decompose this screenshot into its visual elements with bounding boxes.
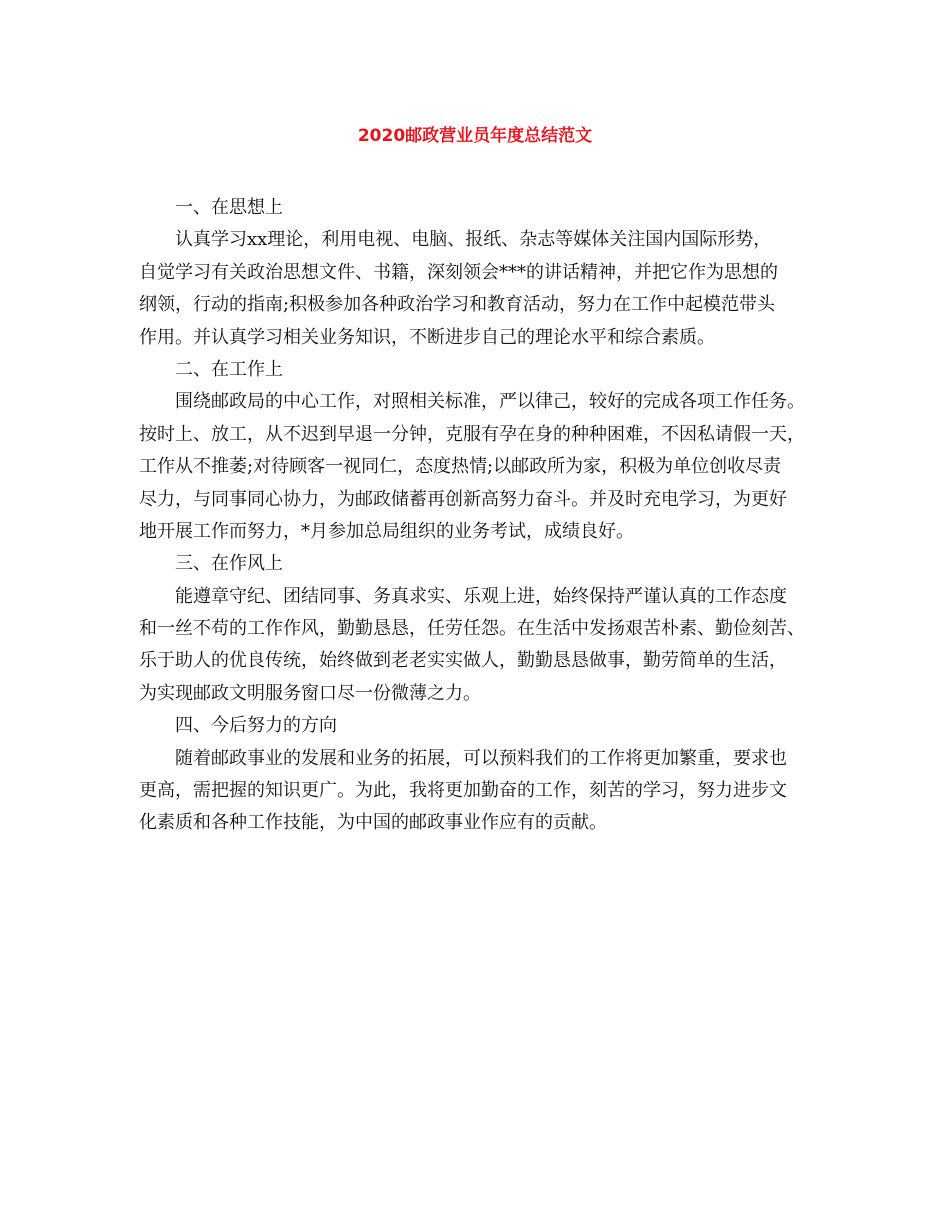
section-heading-style: 三、在作风上 xyxy=(175,553,283,575)
paragraph-line: 围绕邮政局的中心工作，对照相关标准，严以律己，较好的完成各项工作任务。 xyxy=(175,391,805,413)
paragraph-line: 随着邮政事业的发展和业务的拓展，可以预料我们的工作将更加繁重，要求也 xyxy=(175,747,787,769)
document-title: 2020邮政营业员年度总结范文 xyxy=(357,126,593,146)
paragraph-line: 更高，需把握的知识更广。为此，我将更加勤奋的工作，刻苦的学习，努力进步文 xyxy=(139,780,787,802)
paragraph-line: 尽力，与同事同心协力，为邮政储蓄再创新高努力奋斗。并及时充电学习，为更好 xyxy=(139,488,787,510)
paragraph-line: 认真学习xx理论，利用电视、电脑、报纸、杂志等媒体关注国内国际形势， xyxy=(175,229,772,251)
paragraph-line: 地开展工作而努力，*月参加总局组织的业务考试，成绩良好。 xyxy=(139,520,634,542)
section-heading-future: 四、今后努力的方向 xyxy=(175,715,337,737)
document-body xyxy=(139,192,819,840)
section-heading-ideology: 一、在思想上 xyxy=(175,197,283,218)
paragraph-line: 乐于助人的优良传统，始终做到老老实实做人，勤勤恳恳做事，勤劳简单的生活， xyxy=(139,650,787,672)
paragraph-line: 自觉学习有关政治思想文件、书籍，深刻领会***的讲话精神，并把它作为思想的 xyxy=(139,261,778,283)
section-heading-work: 二、在工作上 xyxy=(175,358,283,380)
paragraph-line: 纲领，行动的指南;积极参加各种政治学习和教育活动，努力在工作中起模范带头 xyxy=(139,294,776,316)
paragraph-line: 和一丝不苟的工作作风，勤勤恳恳，任劳任怨。在生活中发扬艰苦朴素、勤俭刻苦、 xyxy=(139,618,805,640)
paragraph-line: 化素质和各种工作技能，为中国的邮政事业作应有的贡献。 xyxy=(139,812,607,834)
paragraph-line: 按时上、放工，从不迟到早退一分钟，克服有孕在身的种种困难，不因私请假一天， xyxy=(139,423,805,445)
paragraph-line: 为实现邮政文明服务窗口尽一份微薄之力。 xyxy=(139,682,481,704)
paragraph-line: 作用。并认真学习相关业务知识，不断进步自己的理论水平和综合素质。 xyxy=(139,326,715,348)
paragraph-line: 能遵章守纪、团结同事、务真求实、乐观上进，始终保持严谨认真的工作态度 xyxy=(175,585,787,607)
paragraph-line: 工作从不推萎;对待顾客一视同仁，态度热情;以邮政所为家，积极为单位创收尽责 xyxy=(139,456,782,478)
